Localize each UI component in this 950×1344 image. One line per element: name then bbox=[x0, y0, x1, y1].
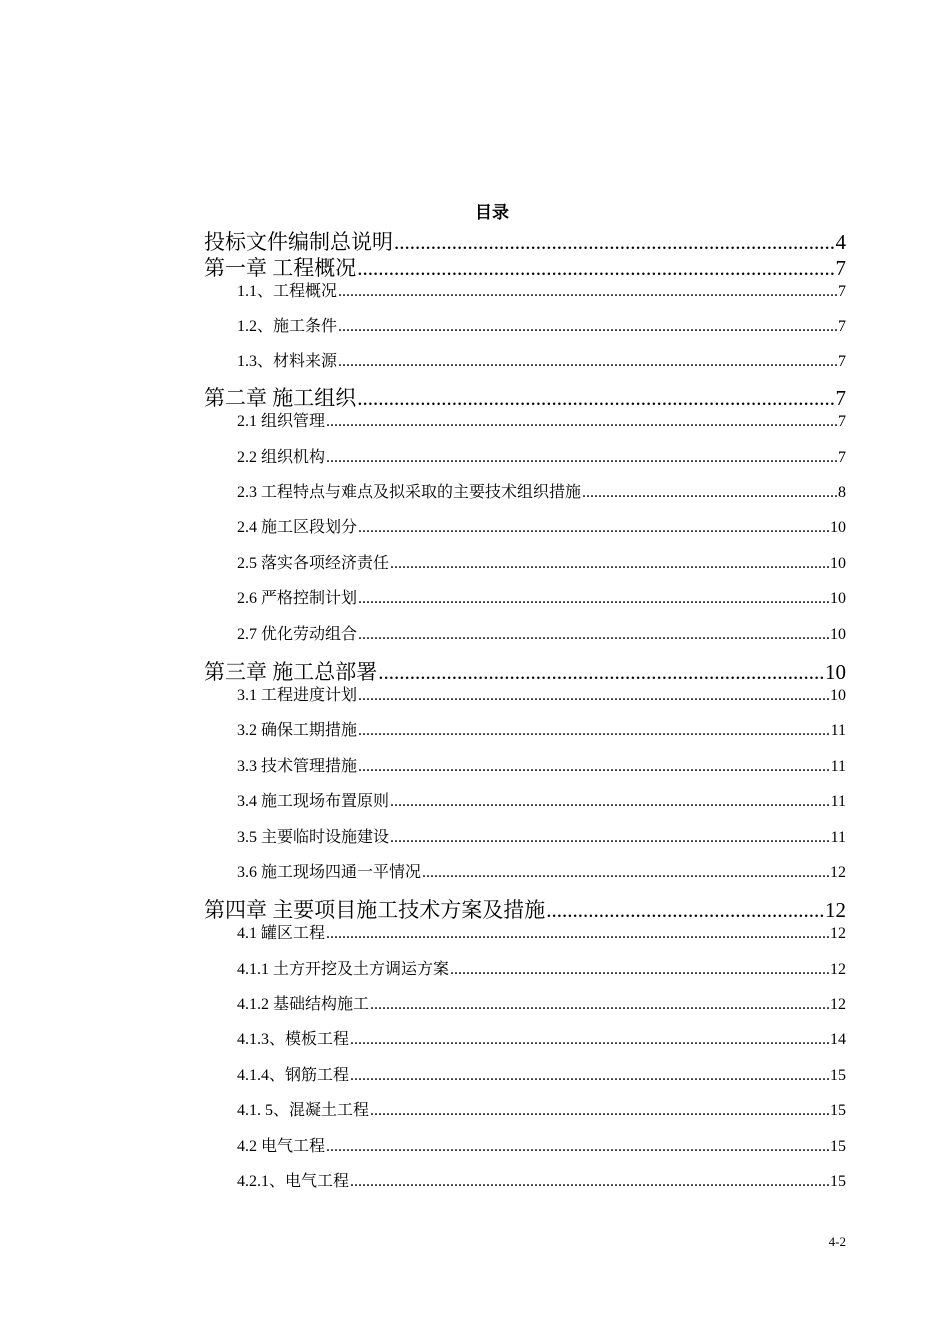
dot-leader bbox=[370, 1102, 829, 1120]
toc-entry-label: 4.1.1 土方开挖及土方调运方案 bbox=[237, 961, 450, 978]
toc-entry-label: 3.4 施工现场布置原则 bbox=[237, 793, 390, 810]
toc-entry-label: 第一章 工程概况 bbox=[204, 256, 357, 280]
dot-leader bbox=[326, 925, 829, 943]
dot-leader bbox=[338, 318, 837, 336]
toc-section-entry[interactable] bbox=[237, 1133, 846, 1156]
toc-section-entry[interactable] bbox=[237, 1097, 846, 1120]
toc-entry-label: 4.2 电气工程 bbox=[237, 1138, 326, 1155]
dot-leader bbox=[390, 555, 829, 573]
toc-entry-page-number: 14 bbox=[830, 1031, 846, 1048]
toc-entry-page-number: 7 bbox=[838, 413, 846, 430]
dot-leader bbox=[422, 864, 829, 882]
toc-entry-label: 4.1. 5、混凝土工程 bbox=[237, 1102, 370, 1119]
toc-entry-page-number: 7 bbox=[838, 283, 846, 300]
toc-entry-label: 4.1.4、钢筋工程 bbox=[237, 1067, 350, 1084]
toc-entry-label: 2.3 工程特点与难点及拟采取的主要技术组织措施 bbox=[237, 484, 582, 501]
toc-entry-page-number: 12 bbox=[830, 961, 846, 978]
toc-section-entry[interactable] bbox=[237, 550, 846, 573]
dot-leader bbox=[338, 353, 837, 371]
dot-leader bbox=[582, 484, 837, 502]
toc-section-entry[interactable] bbox=[237, 956, 846, 979]
toc-entry-label: 3.2 确保工期措施 bbox=[237, 722, 358, 739]
dot-leader bbox=[350, 1173, 829, 1191]
toc-entry-page-number: 11 bbox=[830, 722, 846, 739]
dot-leader bbox=[358, 626, 829, 644]
dot-leader bbox=[338, 283, 837, 301]
toc-section-entry[interactable] bbox=[237, 408, 846, 431]
toc-entry-page-number: 10 bbox=[825, 660, 846, 684]
toc-entry-label: 4.1.3、模板工程 bbox=[237, 1031, 350, 1048]
dot-leader bbox=[350, 1031, 829, 1049]
toc-entry-page-number: 10 bbox=[830, 555, 846, 572]
toc-entry-label: 1.1、工程概况 bbox=[237, 283, 338, 300]
toc-entry-page-number: 10 bbox=[830, 687, 846, 704]
toc-entry-label: 3.1 工程进度计划 bbox=[237, 687, 358, 704]
toc-entry-label: 2.4 施工区段划分 bbox=[237, 519, 358, 536]
toc-section-entry[interactable] bbox=[237, 444, 846, 467]
toc-entry-page-number: 10 bbox=[830, 519, 846, 536]
toc-entry-page-number: 15 bbox=[830, 1102, 846, 1119]
toc-section-entry[interactable] bbox=[237, 682, 846, 705]
toc-section-entry[interactable] bbox=[237, 717, 846, 740]
toc-title: 目录 bbox=[475, 203, 509, 223]
toc-entry-page-number: 15 bbox=[830, 1173, 846, 1190]
toc-section-entry[interactable] bbox=[237, 920, 846, 943]
toc-entry-page-number: 11 bbox=[830, 793, 846, 810]
toc-section-entry[interactable] bbox=[237, 348, 846, 371]
toc-section-entry[interactable] bbox=[237, 313, 846, 336]
toc-section-entry[interactable] bbox=[237, 585, 846, 608]
toc-section-entry[interactable] bbox=[237, 991, 846, 1014]
toc-entry-label: 投标文件编制总说明 bbox=[204, 230, 393, 254]
dot-leader bbox=[450, 961, 829, 979]
toc-section-entry[interactable] bbox=[237, 1062, 846, 1085]
dot-leader bbox=[358, 758, 830, 776]
dot-leader bbox=[326, 1138, 829, 1156]
dot-leader bbox=[358, 590, 829, 608]
toc-entry-page-number: 7 bbox=[838, 353, 846, 370]
toc-entry-label: 第四章 主要项目施工技术方案及措施 bbox=[204, 898, 546, 922]
toc-entry-label: 4.2.1、电气工程 bbox=[237, 1173, 350, 1190]
toc-entry-page-number: 7 bbox=[838, 449, 846, 466]
toc-entry-label: 2.5 落实各项经济责任 bbox=[237, 555, 390, 572]
toc-entry-page-number: 7 bbox=[838, 318, 846, 335]
toc-section-entry[interactable] bbox=[237, 824, 846, 847]
toc-section-entry[interactable] bbox=[237, 788, 846, 811]
dot-leader bbox=[390, 793, 830, 811]
toc-entry-label: 2.1 组织管理 bbox=[237, 413, 326, 430]
toc-entry-page-number: 8 bbox=[838, 484, 846, 501]
footer-page-number: 4-2 bbox=[828, 1234, 846, 1249]
dot-leader bbox=[326, 449, 837, 467]
toc-entry-page-number: 10 bbox=[830, 590, 846, 607]
toc-entry-label: 3.5 主要临时设施建设 bbox=[237, 829, 390, 846]
toc-entry-page-number: 11 bbox=[830, 829, 846, 846]
dot-leader bbox=[358, 687, 829, 705]
toc-entry-label: 3.6 施工现场四通一平情况 bbox=[237, 864, 422, 881]
toc-entry-page-number: 12 bbox=[830, 996, 846, 1013]
toc-entry-label: 第三章 施工总部署 bbox=[204, 660, 378, 684]
toc-entry-page-number: 7 bbox=[835, 256, 846, 280]
dot-leader bbox=[350, 1067, 829, 1085]
toc-section-entry[interactable] bbox=[237, 514, 846, 537]
toc-entry-label: 4.1 罐区工程 bbox=[237, 925, 326, 942]
toc-section-entry[interactable] bbox=[237, 621, 846, 644]
dot-leader bbox=[326, 413, 837, 431]
toc-section-entry[interactable] bbox=[237, 1026, 846, 1049]
toc-entry-page-number: 15 bbox=[830, 1067, 846, 1084]
toc-entry-page-number: 7 bbox=[835, 386, 846, 410]
toc-section-entry[interactable] bbox=[237, 859, 846, 882]
toc-entry-label: 2.6 严格控制计划 bbox=[237, 590, 358, 607]
dot-leader bbox=[390, 829, 830, 847]
dot-leader bbox=[358, 519, 829, 537]
toc-entry-page-number: 10 bbox=[830, 626, 846, 643]
toc-section-entry[interactable] bbox=[237, 753, 846, 776]
toc-section-entry[interactable] bbox=[237, 278, 846, 301]
toc-entry-page-number: 15 bbox=[830, 1138, 846, 1155]
toc-entry-page-number: 4 bbox=[835, 230, 846, 254]
toc-entry-label: 1.2、施工条件 bbox=[237, 318, 338, 335]
toc-entry-label: 4.1.2 基础结构施工 bbox=[237, 996, 370, 1013]
toc-section-entry[interactable] bbox=[237, 479, 846, 502]
dot-leader bbox=[370, 996, 829, 1014]
dot-leader bbox=[358, 722, 830, 740]
toc-entry-label: 3.3 技术管理措施 bbox=[237, 758, 358, 775]
toc-entry-page-number: 12 bbox=[825, 898, 846, 922]
toc-entry-page-number: 11 bbox=[830, 758, 846, 775]
toc-entry-page-number: 12 bbox=[830, 925, 846, 942]
toc-entry-label: 第二章 施工组织 bbox=[204, 386, 357, 410]
toc-entry-page-number: 12 bbox=[830, 864, 846, 881]
toc-entry-label: 2.2 组织机构 bbox=[237, 449, 326, 466]
toc-entry-label: 2.7 优化劳动组合 bbox=[237, 626, 358, 643]
toc-entry-label: 1.3、材料来源 bbox=[237, 353, 338, 370]
toc-section-entry[interactable] bbox=[237, 1168, 846, 1191]
